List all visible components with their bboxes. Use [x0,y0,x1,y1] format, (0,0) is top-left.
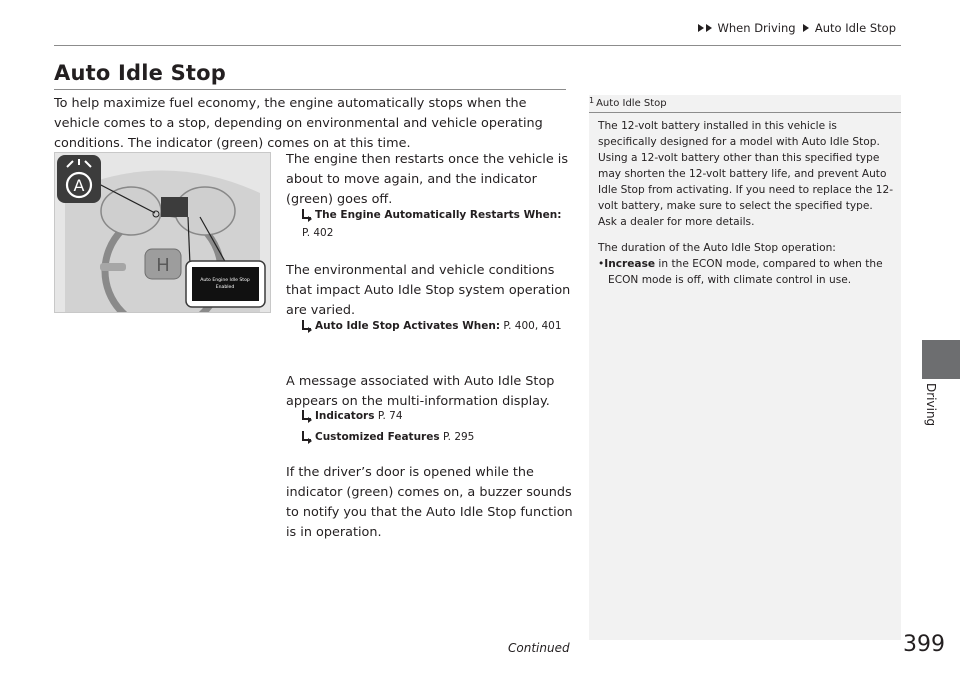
reference-title: Auto Idle Stop Activates When: [315,320,501,332]
svg-text:H: H [156,255,170,276]
reference-page: P. 295 [442,431,475,443]
arrow-icon [803,24,809,32]
bullet-bold-text: Increase [604,258,656,270]
reference-title: The Engine Automatically Restarts When: [315,209,562,221]
chapter-tab-label: Driving [924,383,938,427]
page-number: 399 [903,632,945,657]
bullet-text: in the ECON mode, compared to when the ECON mode is off, with climate control in use. [608,258,883,286]
callout-letter: A [73,176,85,195]
body-paragraph: If the driver’s door is opened while the indicator (green) comes on, a buzzer sounds to notify you that the Auto Idle Stop function is in operation. [286,465,573,540]
reference-arrow-icon [302,431,311,441]
title-divider [54,89,566,90]
bullet-icon: • [598,258,605,270]
reference-arrow-icon [302,209,311,219]
chapter-tab[interactable] [922,340,960,379]
reference-page: P. 74 [377,410,403,422]
header-divider [54,45,901,46]
reference-title: Indicators [315,410,375,422]
arrow-icon [698,24,704,32]
cross-reference[interactable] [286,428,592,446]
reference-page: P. 400, 401 [503,320,562,332]
sidebar-paragraph: The 12-volt battery installed in this vehicle is specifically designed for a model with Auto Idle Stop. Using a 12-volt battery other than this specified type may shorten the 12-volt battery life, and prevent Auto Idle Stop from activating. If you need to replace the 12-volt battery, make sure to select the specified type. Ask a dealer for more details. [598,120,894,228]
sidebar-bullet [598,256,894,288]
continued-label: Continued [508,641,570,655]
breadcrumb-item[interactable]: When Driving [717,21,796,35]
sidebar-body [598,118,894,288]
reference-page: P. 402 [302,227,334,239]
arrow-icon [706,24,712,32]
reference-title: Customized Features [315,431,440,443]
display-message-line1: Auto Engine Idle Stop [200,278,250,283]
page-title: Auto Idle Stop [54,61,226,85]
sidebar-paragraph: The duration of the Auto Idle Stop operation: [598,242,836,254]
body-paragraph: The environmental and vehicle conditions that impact Auto Idle Stop system operation are varied. [286,263,571,318]
breadcrumb [698,21,900,35]
sidebar-heading [589,96,901,110]
reference-arrow-icon [302,410,311,420]
breadcrumb-item[interactable]: Auto Idle Stop [814,21,896,35]
intro-paragraph: To help maximize fuel economy, the engine automatically stops when the vehicle comes to a stop, depending on environmental and vehicle operating conditions. The indicator (green) comes on at this time. [54,96,543,151]
cross-reference[interactable] [286,317,572,335]
body-paragraph: The engine then restarts once the vehicle is about to move again, and the indicator (green) goes off. [286,152,569,207]
cross-reference[interactable] [286,206,592,242]
sidebar-divider [589,112,901,113]
reference-arrow-icon [302,320,311,330]
cross-reference[interactable] [286,407,592,425]
dashboard-illustration [54,152,271,313]
sidebar-note-number: 1 [589,96,595,105]
sidebar-heading-text: Auto Idle Stop [596,98,667,109]
display-message-line2: Enabled [215,285,235,290]
body-paragraph: A message associated with Auto Idle Stop appears on the multi-information display. [286,374,555,409]
